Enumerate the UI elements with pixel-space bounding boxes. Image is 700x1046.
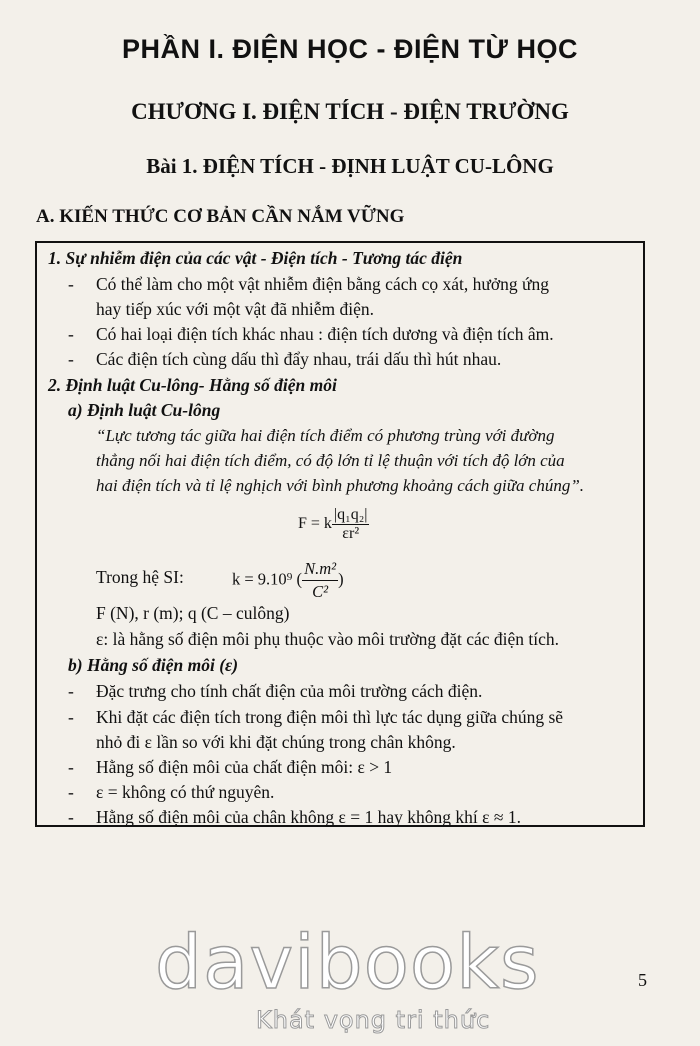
b-bullet-4: ε = không có thứ nguyên. (96, 782, 275, 802)
bullet-dash: - (68, 757, 74, 777)
bullet-dash: - (68, 324, 74, 344)
watermark-logo: davibooks (155, 920, 540, 1006)
subsection-b-heading: b) Hằng số điện môi (ε) (68, 655, 239, 675)
section-a-heading: A. KIẾN THỨC CƠ BẢN CẦN NẮM VỮNG (36, 206, 405, 227)
b-bullet-5: Hằng số điện môi của chân không ε = 1 hay không khí ε ≈ 1. (96, 807, 521, 827)
s1-bullet-1-line-2: hay tiếp xúc với một vật đã nhiễm điện. (96, 299, 375, 319)
k-value: k = 9.10⁹ ( (232, 569, 303, 589)
s1-bullet-2: Có hai loại điện tích khác nhau : điện tích dương và điện tích âm. (96, 324, 554, 344)
unit-numerator: N.m² (302, 558, 338, 581)
formula-denominator: εr² (342, 525, 360, 542)
b-bullet-2-line-1: Khi đặt các điện tích trong điện môi thì lực tác dụng giữa chúng sẽ (96, 707, 564, 727)
chapter-title: CHƯƠNG I. ĐIỆN TÍCH - ĐIỆN TRƯỜNG (131, 99, 569, 124)
si-label: Trong hệ SI: (96, 567, 184, 587)
bullet-dash: - (68, 274, 74, 294)
bullet-dash: - (68, 349, 74, 369)
b-bullet-1: Đặc trưng cho tính chất điện của môi trường cách điện. (96, 681, 483, 701)
b-bullet-2-line-2: nhỏ đi ε lần so với khi đặt chúng trong chân không. (96, 732, 456, 752)
formula-lhs: F = k (298, 515, 332, 533)
epsilon-note: ε: là hằng số điện môi phụ thuộc vào môi trường đặt các điện tích. (96, 629, 559, 649)
part-title: PHẦN I. ĐIỆN HỌC - ĐIỆN TỪ HỌC (122, 34, 578, 64)
subsection-a-heading: a) Định luật Cu-lông (68, 400, 221, 420)
page-number: 5 (638, 970, 647, 990)
unit-denominator: C² (312, 582, 329, 601)
watermark-slogan: Khát vọng tri thức (256, 1006, 491, 1034)
bullet-dash: - (68, 707, 74, 727)
coulomb-formula (298, 506, 369, 543)
formula-fraction (332, 506, 370, 543)
law-quote-line-1: “Lực tương tác giữa hai điện tích điểm có phương trùng với đường (96, 426, 555, 445)
k-constant (232, 558, 344, 603)
unit-fraction (302, 558, 338, 603)
section-1-heading: 1. Sự nhiễm điện của các vật - Điện tích - Tương tác điện (48, 248, 463, 268)
s1-bullet-3: Các điện tích cùng dấu thì đẩy nhau, trái dấu thì hút nhau. (96, 349, 502, 369)
law-quote-line-2: thẳng nối hai điện tích điểm, có độ lớn tỉ lệ thuận với tích độ lớn của (96, 451, 565, 470)
bullet-dash: - (68, 681, 74, 701)
lesson-title: Bài 1. ĐIỆN TÍCH - ĐỊNH LUẬT CU-LÔNG (146, 154, 554, 178)
b-bullet-3: Hằng số điện môi của chất điện môi: ε > 1 (96, 757, 393, 777)
section-2-heading: 2. Định luật Cu-lông- Hằng số điện môi (48, 375, 337, 395)
bullet-dash: - (68, 807, 74, 827)
formula-numerator: |q₁q₂| (333, 506, 368, 523)
bullet-dash: - (68, 782, 74, 802)
law-quote-line-3: hai điện tích và tỉ lệ nghịch với bình phương khoảng cách giữa chúng”. (96, 476, 585, 495)
unit-close: ) (338, 569, 344, 589)
units-line: F (N), r (m); q (C – culông) (96, 603, 290, 623)
s1-bullet-1-line-1: Có thể làm cho một vật nhiễm điện bằng cách cọ xát, hưởng ứng (96, 274, 549, 294)
